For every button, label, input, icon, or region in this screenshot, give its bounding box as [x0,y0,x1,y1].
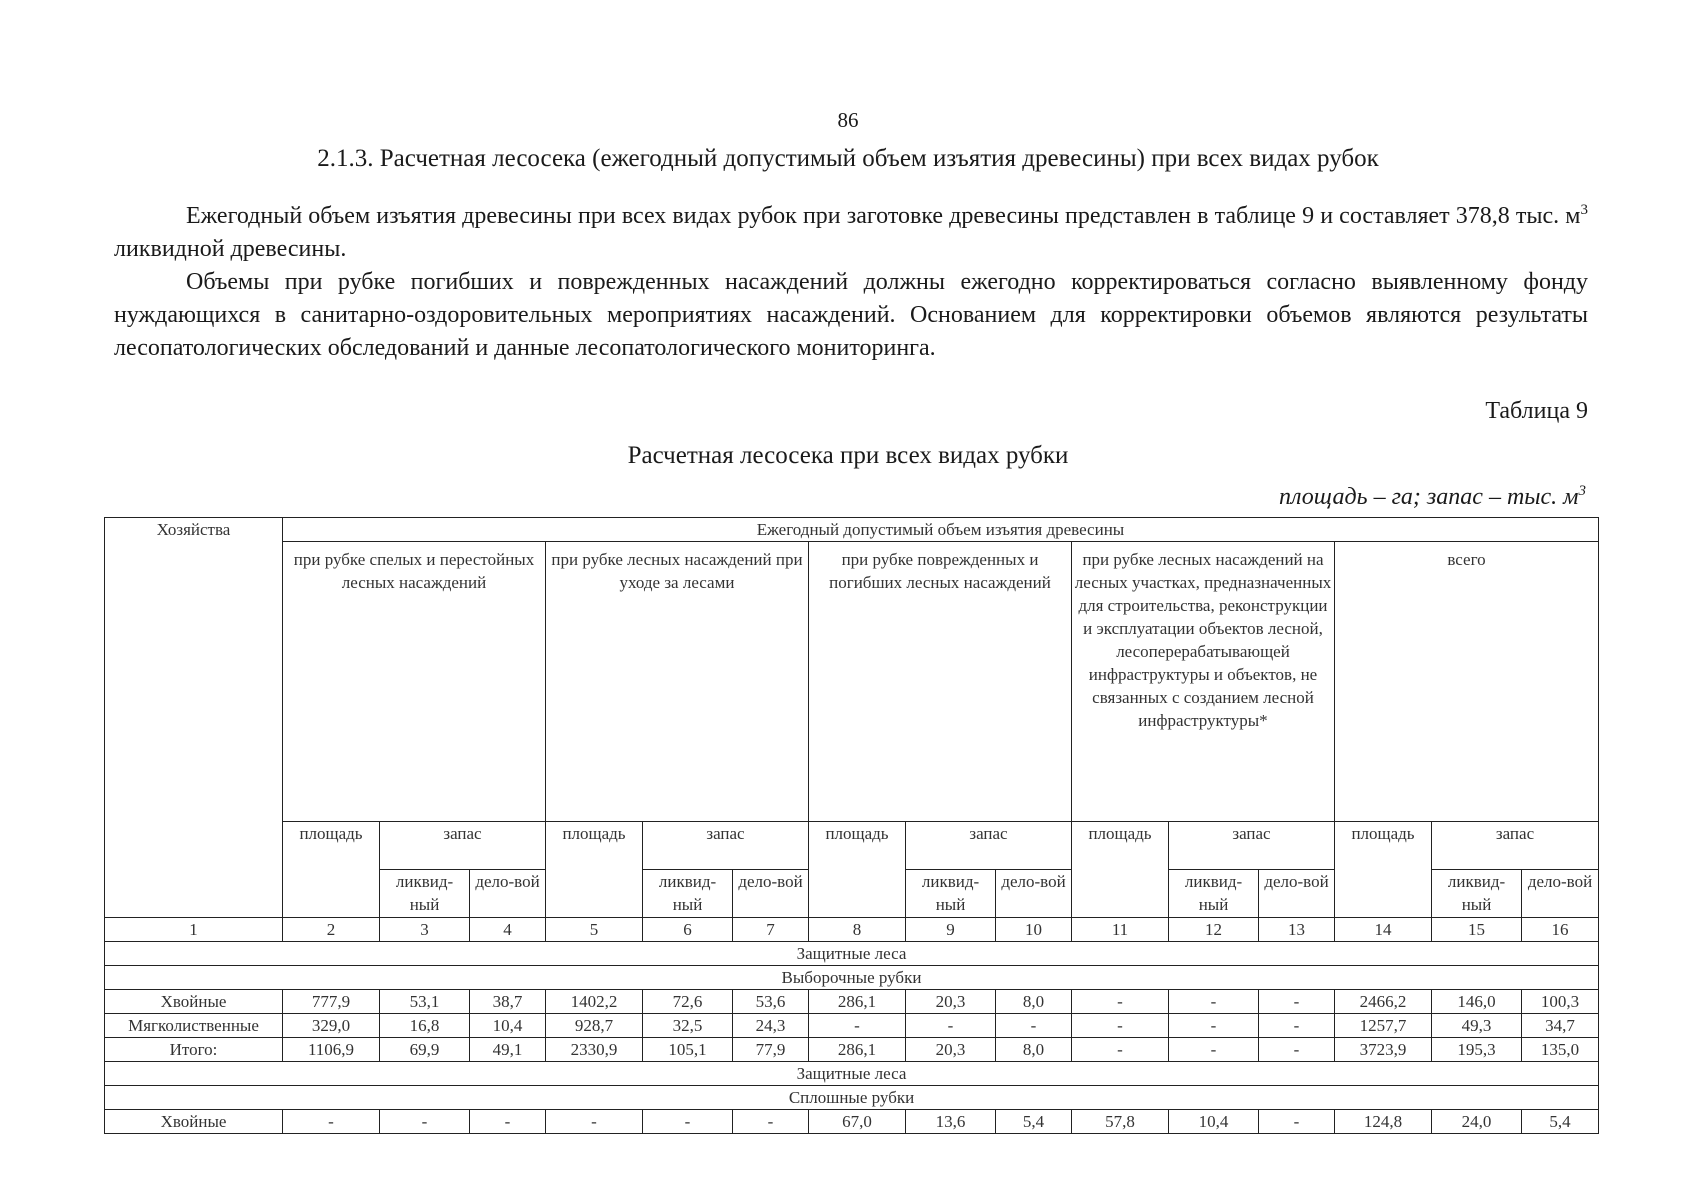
table-cell: 49,1 [470,1038,546,1062]
table-cell: - [1259,1110,1335,1134]
table-cell: 20,3 [906,1038,996,1062]
liquid-header: ликвид-ный [643,870,733,918]
section-subtitle: Сплошные рубки [105,1086,1599,1110]
table-cell: - [643,1110,733,1134]
table-cell: 72,6 [643,990,733,1014]
table-cell: 53,1 [380,990,470,1014]
table-cell: - [546,1110,643,1134]
table-cell: 57,8 [1072,1110,1169,1134]
units-superscript: 3 [1578,483,1586,499]
table-cell: 67,0 [809,1110,906,1134]
table-cell: - [1259,990,1335,1014]
column-number: 13 [1259,918,1335,942]
group-construction-header: при рубке лесных насаждений на лесных участках, предназначенных для строительства, реконструкции и эксплуатации объектов лесной, лесоперерабатывающей инфраструктуры и объектов, не связанных с созданием лесной инфраструктуры* [1072,542,1335,822]
cutting-area-table [104,517,1599,1134]
section-title-row [105,942,1599,966]
table-cell: 1402,2 [546,990,643,1014]
column-number: 8 [809,918,906,942]
cubic-superscript: 3 [1580,202,1588,218]
table-cell: - [470,1110,546,1134]
column-number: 5 [546,918,643,942]
table-cell: 2330,9 [546,1038,643,1062]
table-cell: 24,0 [1432,1110,1522,1134]
table-cell: - [733,1110,809,1134]
table-cell: - [380,1110,470,1134]
row-label: Хвойные [105,990,283,1014]
page-number: 86 [837,108,859,132]
column-number: 2 [283,918,380,942]
table-cell: 77,9 [733,1038,809,1062]
business-header: дело-вой [1259,870,1335,918]
liquid-header: ликвид-ный [1169,870,1259,918]
table-cell: 146,0 [1432,990,1522,1014]
table-cell: 5,4 [996,1110,1072,1134]
table-cell: 32,5 [643,1014,733,1038]
table-cell: 34,7 [1522,1014,1599,1038]
table-cell: 135,0 [1522,1038,1599,1062]
liquid-header: ликвид-ный [1432,870,1522,918]
column-number: 4 [470,918,546,942]
area-header: площадь [283,822,380,918]
column-number: 7 [733,918,809,942]
group-care-header: при рубке лесных насаждений при уходе за лесами [546,542,809,822]
table-cell: 24,3 [733,1014,809,1038]
table-cell: - [1072,990,1169,1014]
table-cell: - [809,1014,906,1038]
paragraph-2 [114,266,1588,365]
group-damaged-header: при рубке поврежденных и погибших лесных насаждений [809,542,1072,822]
stock-header: запас [906,822,1072,870]
table-cell: 124,8 [1335,1110,1432,1134]
table-cell: 286,1 [809,1038,906,1062]
column-number: 11 [1072,918,1169,942]
row-label: Мягколиственные [105,1014,283,1038]
section-subtitle-row [105,966,1599,990]
table-row [105,1110,1599,1134]
row-label: Итого: [105,1038,283,1062]
section-title: Защитные леса [105,942,1599,966]
table-cell: - [1259,1014,1335,1038]
table-cell: - [1169,1014,1259,1038]
table-cell: 8,0 [996,990,1072,1014]
section-subtitle: Выборочные рубки [105,966,1599,990]
table-cell: - [906,1014,996,1038]
column-number: 3 [380,918,470,942]
paragraph-1 [114,200,1588,266]
table-cell: 69,9 [380,1038,470,1062]
column-number: 10 [996,918,1072,942]
area-header: площадь [809,822,906,918]
table-cell: - [1169,990,1259,1014]
business-header: дело-вой [996,870,1072,918]
paragraph-1-text: Ежегодный объем изъятия древесины при всех видах рубок при заготовке древесины представлен в таблице 9 и составляет 378,8 тыс. м [186,203,1581,229]
row-label: Хвойные [105,1110,283,1134]
section-title: Защитные леса [105,1062,1599,1086]
table-cell: 8,0 [996,1038,1072,1062]
table-cell: - [996,1014,1072,1038]
table-cell: 13,6 [906,1110,996,1134]
table-cell: 2466,2 [1335,990,1432,1014]
table-cell: - [283,1110,380,1134]
table-cell: 100,3 [1522,990,1599,1014]
area-header: площадь [1072,822,1169,918]
stock-header: запас [1432,822,1599,870]
stock-header: запас [1169,822,1335,870]
table-cell: 10,4 [470,1014,546,1038]
table-cell: 1106,9 [283,1038,380,1062]
table-cell: 928,7 [546,1014,643,1038]
table-row [105,1014,1599,1038]
table-cell: 20,3 [906,990,996,1014]
table-cell: 49,3 [1432,1014,1522,1038]
table-cell: - [1072,1014,1169,1038]
liquid-header: ликвид-ный [380,870,470,918]
table-cell: 53,6 [733,990,809,1014]
paragraph-2-text: Объемы при рубке погибших и поврежденных насаждений должны ежегодно корректироваться согласно выявленному фонду нуждающихся в санитарно-оздоровительных мероприятиях насаждений. Основанием для корректировки объемов являются результаты лесопатологических обследований и данные лесопатологического мониторинга. [114,269,1588,361]
table-label: Таблица 9 [1485,398,1588,424]
header-farms: Хозяйства [105,518,283,918]
table-cell: 5,4 [1522,1110,1599,1134]
table-title: Расчетная лесосека при всех видах рубки [627,442,1069,469]
table-cell: - [1259,1038,1335,1062]
table-body [105,942,1599,1134]
business-header: дело-вой [470,870,546,918]
column-number: 6 [643,918,733,942]
column-number: 9 [906,918,996,942]
table-cell: 286,1 [809,990,906,1014]
stock-header: запас [380,822,546,870]
table-cell: - [1072,1038,1169,1062]
header-main: Ежегодный допустимый объем изъятия древесины [283,518,1599,542]
units-text: площадь – га; запас – тыс. м [1279,484,1579,510]
column-number: 12 [1169,918,1259,942]
area-header: площадь [1335,822,1432,918]
table-cell: 105,1 [643,1038,733,1062]
section-subtitle-row [105,1086,1599,1110]
column-number: 15 [1432,918,1522,942]
table-cell: 10,4 [1169,1110,1259,1134]
table-cell: - [1169,1038,1259,1062]
table-row [105,990,1599,1014]
units-note [1279,484,1586,511]
paragraph-1-end: ликвидной древесины. [114,236,347,262]
area-header: площадь [546,822,643,918]
table-cell: 16,8 [380,1014,470,1038]
table-cell: 3723,9 [1335,1038,1432,1062]
table-cell: 1257,7 [1335,1014,1432,1038]
section-title-row [105,1062,1599,1086]
table-cell: 777,9 [283,990,380,1014]
section-heading: 2.1.3. Расчетная лесосека (ежегодный допустимый объем изъятия древесины) при всех видах рубок [317,145,1379,172]
table-cell: 195,3 [1432,1038,1522,1062]
business-header: дело-вой [733,870,809,918]
table-row [105,1038,1599,1062]
table-cell: 38,7 [470,990,546,1014]
stock-header: запас [643,822,809,870]
liquid-header: ликвид-ный [906,870,996,918]
business-header: дело-вой [1522,870,1599,918]
column-number-row [105,918,1599,942]
column-number: 1 [105,918,283,942]
group-mature-header: при рубке спелых и перестойных лесных насаждений [283,542,546,822]
table-cell: 329,0 [283,1014,380,1038]
column-number: 16 [1522,918,1599,942]
group-total-header: всего [1335,542,1599,822]
column-number: 14 [1335,918,1432,942]
